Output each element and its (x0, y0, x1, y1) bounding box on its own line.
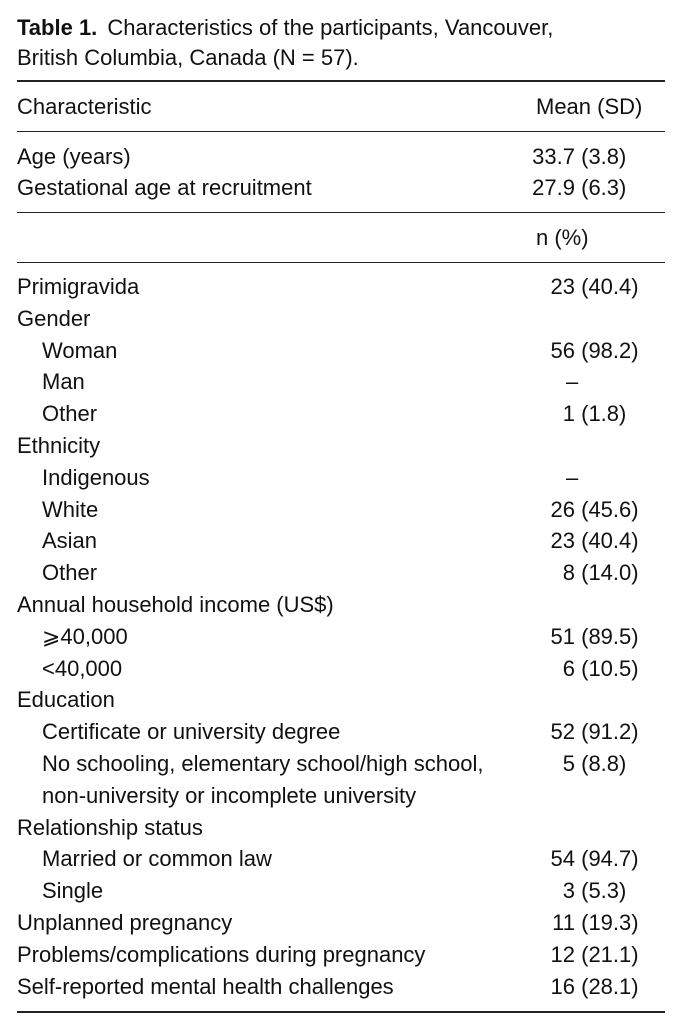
row-value (531, 335, 639, 367)
row-label: Age (years) (17, 143, 131, 169)
subcategory-label: Man (42, 369, 85, 395)
subcategory-label: Single (42, 878, 104, 904)
table-row (17, 971, 665, 1003)
row-value (531, 525, 639, 557)
subcategory-label: Woman (42, 337, 118, 363)
bottom-rule (17, 1011, 665, 1013)
value-main: 27.9 (532, 175, 575, 201)
subcategory-row (17, 875, 665, 907)
value-paren: (3.8) (581, 143, 627, 169)
value-paren: (19.3) (581, 910, 639, 936)
value-main: 54 (550, 846, 575, 872)
value-paren: (40.4) (581, 528, 639, 554)
value-paren: (21.1) (581, 941, 639, 967)
subcategory-row (17, 621, 665, 653)
mean-section (17, 132, 665, 213)
subcategory-label: ⩾40,000 (42, 623, 128, 649)
row-value (531, 366, 578, 398)
count-section (17, 263, 665, 1011)
category-label: Ethnicity (17, 433, 101, 459)
value-main: 51 (550, 623, 575, 649)
table-row (17, 939, 665, 971)
value-paren: (45.6) (581, 496, 639, 522)
row-value (531, 398, 626, 430)
table-row (17, 141, 665, 173)
subcategory-row (17, 748, 665, 812)
value-paren: (94.7) (581, 846, 639, 872)
subcategory-row (17, 494, 665, 526)
row-value (531, 172, 626, 204)
subcategory-label: Indigenous (42, 464, 150, 490)
subcategory-row (17, 557, 665, 589)
value-paren: – (566, 369, 579, 395)
value-paren: (40.4) (581, 274, 639, 300)
subcategory-label: Married or common law (42, 846, 272, 872)
value-main: 52 (550, 719, 575, 745)
subcategory-row (17, 335, 665, 367)
row-value (531, 843, 639, 875)
table-row (17, 172, 665, 204)
row-value (531, 271, 639, 303)
category-row (17, 303, 665, 335)
subcategory-label: Other (42, 401, 98, 427)
subcategory-label: <40,000 (42, 655, 123, 681)
table-caption (17, 13, 602, 73)
row-value (531, 907, 639, 939)
value-paren: (89.5) (581, 623, 639, 649)
table-number: Table 1. (17, 15, 98, 40)
value-main: 23 (550, 274, 575, 300)
value-paren: (14.0) (581, 560, 639, 586)
subcategory-row (17, 716, 665, 748)
value-paren: – (566, 464, 579, 490)
value-main: 33.7 (532, 143, 575, 169)
row-label: Problems/complications during pregnancy (17, 941, 426, 967)
subcategory-row (17, 843, 665, 875)
category-row (17, 589, 665, 621)
column-header-mean-sd: Mean (SD) (536, 93, 643, 119)
subcategory-row (17, 462, 665, 494)
value-main: 23 (550, 528, 575, 554)
column-header-n-percent: n (%) (536, 225, 589, 251)
subcategory-label: No schooling, elementary school/high school, non-university or incomplete university (42, 751, 484, 808)
category-label: Education (17, 687, 115, 713)
value-main: 3 (562, 878, 575, 904)
value-main: 8 (562, 560, 575, 586)
value-paren: (5.3) (581, 878, 627, 904)
table-row (17, 907, 665, 939)
characteristics-table (17, 80, 665, 1013)
subcategory-label: White (42, 496, 99, 522)
value-paren: (10.5) (581, 655, 639, 681)
category-label: Annual household income (US$) (17, 592, 334, 618)
row-value (531, 462, 578, 494)
value-main: 6 (562, 655, 575, 681)
value-main: 56 (550, 337, 575, 363)
value-paren: (1.8) (581, 401, 627, 427)
value-main: 11 (552, 910, 575, 936)
category-label: Relationship status (17, 814, 203, 840)
category-row (17, 430, 665, 462)
subcategory-row (17, 653, 665, 685)
row-value (531, 141, 626, 173)
category-row (17, 684, 665, 716)
value-main: 5 (562, 751, 575, 777)
row-value (531, 653, 639, 685)
value-main: 12 (550, 941, 575, 967)
row-value (531, 557, 639, 589)
row-value (531, 939, 639, 971)
value-paren: (6.3) (581, 175, 627, 201)
category-label: Gender (17, 305, 91, 331)
value-main: 16 (550, 973, 575, 999)
value-paren: (28.1) (581, 973, 639, 999)
column-header-row (17, 82, 665, 131)
value-main: 1 (562, 401, 575, 427)
table-row (17, 271, 665, 303)
value-main: 26 (550, 496, 575, 522)
caption-text: Characteristics of the participants, Vancouver, British Columbia, Canada (N = 57). (17, 15, 554, 70)
subcategory-label: Other (42, 560, 98, 586)
subcategory-row (17, 398, 665, 430)
row-value (531, 621, 639, 653)
row-value (531, 494, 639, 526)
value-paren: (98.2) (581, 337, 639, 363)
count-header-row (17, 213, 665, 262)
row-label: Self-reported mental health challenges (17, 973, 394, 999)
category-row (17, 812, 665, 844)
subcategory-label: Asian (42, 528, 98, 554)
column-header-characteristic: Characteristic (17, 93, 152, 119)
value-paren: (8.8) (581, 751, 627, 777)
subcategory-row (17, 366, 665, 398)
row-value (531, 748, 626, 780)
row-value (531, 716, 639, 748)
row-value (531, 875, 626, 907)
value-paren: (91.2) (581, 719, 639, 745)
subcategory-row (17, 525, 665, 557)
subcategory-label: Certificate or university degree (42, 719, 341, 745)
row-label: Gestational age at recruitment (17, 175, 312, 201)
row-label: Unplanned pregnancy (17, 910, 233, 936)
row-label: Primigravida (17, 274, 140, 300)
row-value (531, 971, 639, 1003)
